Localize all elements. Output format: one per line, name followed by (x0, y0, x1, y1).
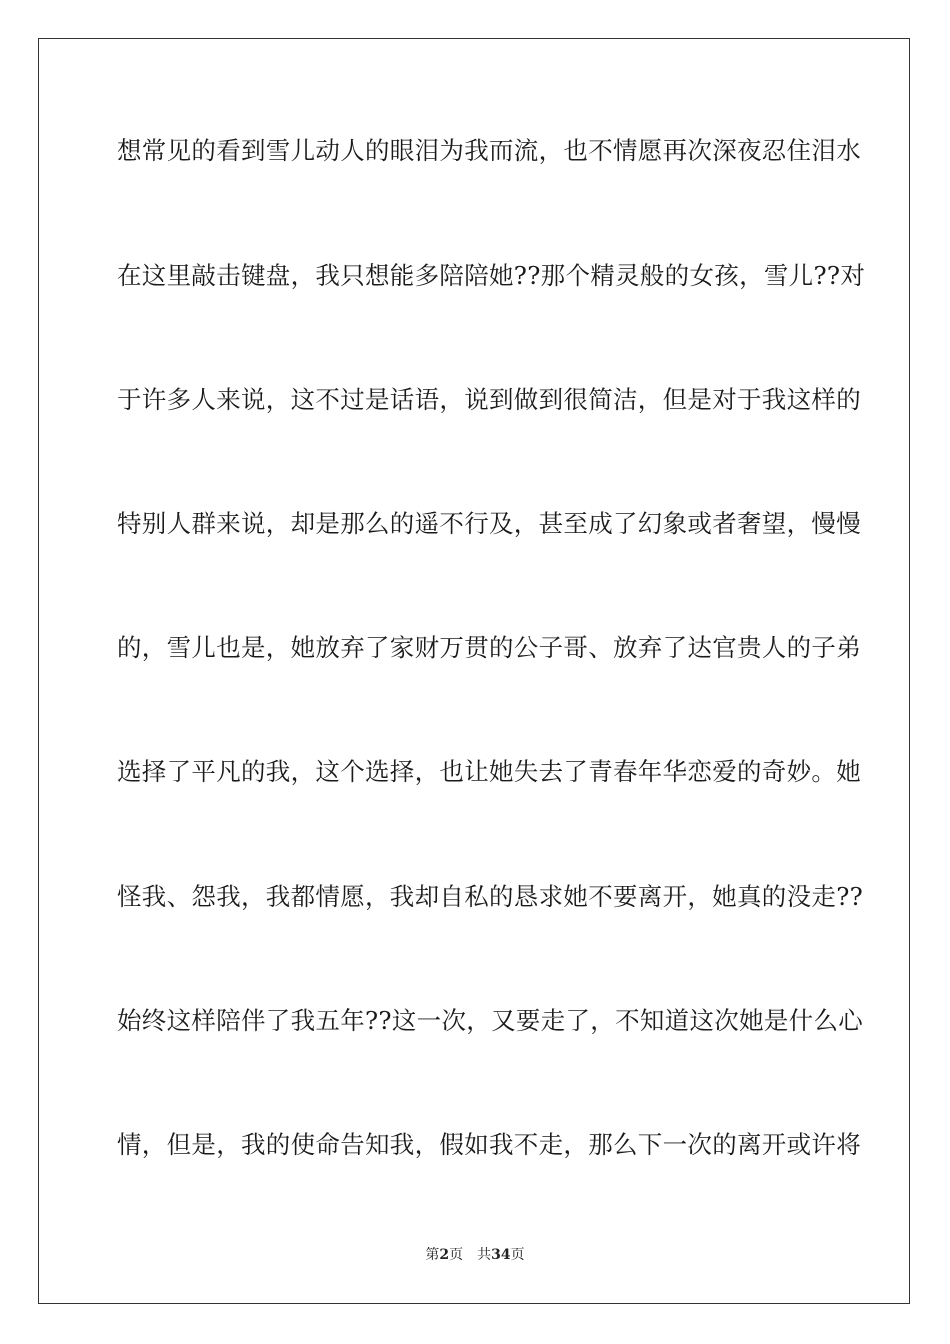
text-line: 在这里敲击键盘，我只想能多陪陪她??那个精灵般的女孩，雪儿??对 (117, 261, 866, 290)
text-line: 的，雪儿也是，她放弃了家财万贯的公子哥、放弃了达官贵人的子弟 (117, 633, 861, 662)
text-line: 始终这样陪伴了我五年??这一次，又要走了，不知道这次她是什么心 (117, 1006, 864, 1035)
text-line: 选择了平凡的我，这个选择，也让她失去了青春年华恋爱的奇妙。她 (117, 757, 861, 786)
page-footer (0, 1246, 950, 1264)
total-pages: 34 (491, 1247, 511, 1263)
page-border (38, 38, 910, 1304)
page-number: 2 (439, 1247, 450, 1263)
text-line: 想常见的看到雪儿动人的眼泪为我而流，也不情愿再次深夜忍住泪水 (117, 136, 861, 165)
page-suffix: 页 (449, 1247, 464, 1263)
total-prefix: 共 (477, 1247, 492, 1263)
text-line: 怪我、怨我，我都情愿，我却自私的恳求她不要离开，她真的没走?? (117, 882, 864, 911)
page-prefix: 第 (425, 1247, 440, 1263)
text-line: 特别人群来说，却是那么的遥不行及，甚至成了幻象或者奢望，慢慢 (117, 509, 861, 538)
text-line: 于许多人来说，这不过是话语，说到做到很简洁，但是对于我这样的 (117, 385, 861, 414)
total-suffix: 页 (510, 1247, 525, 1263)
text-line: 情，但是，我的使命告知我，假如我不走，那么下一次的离开或许将 (117, 1130, 861, 1159)
